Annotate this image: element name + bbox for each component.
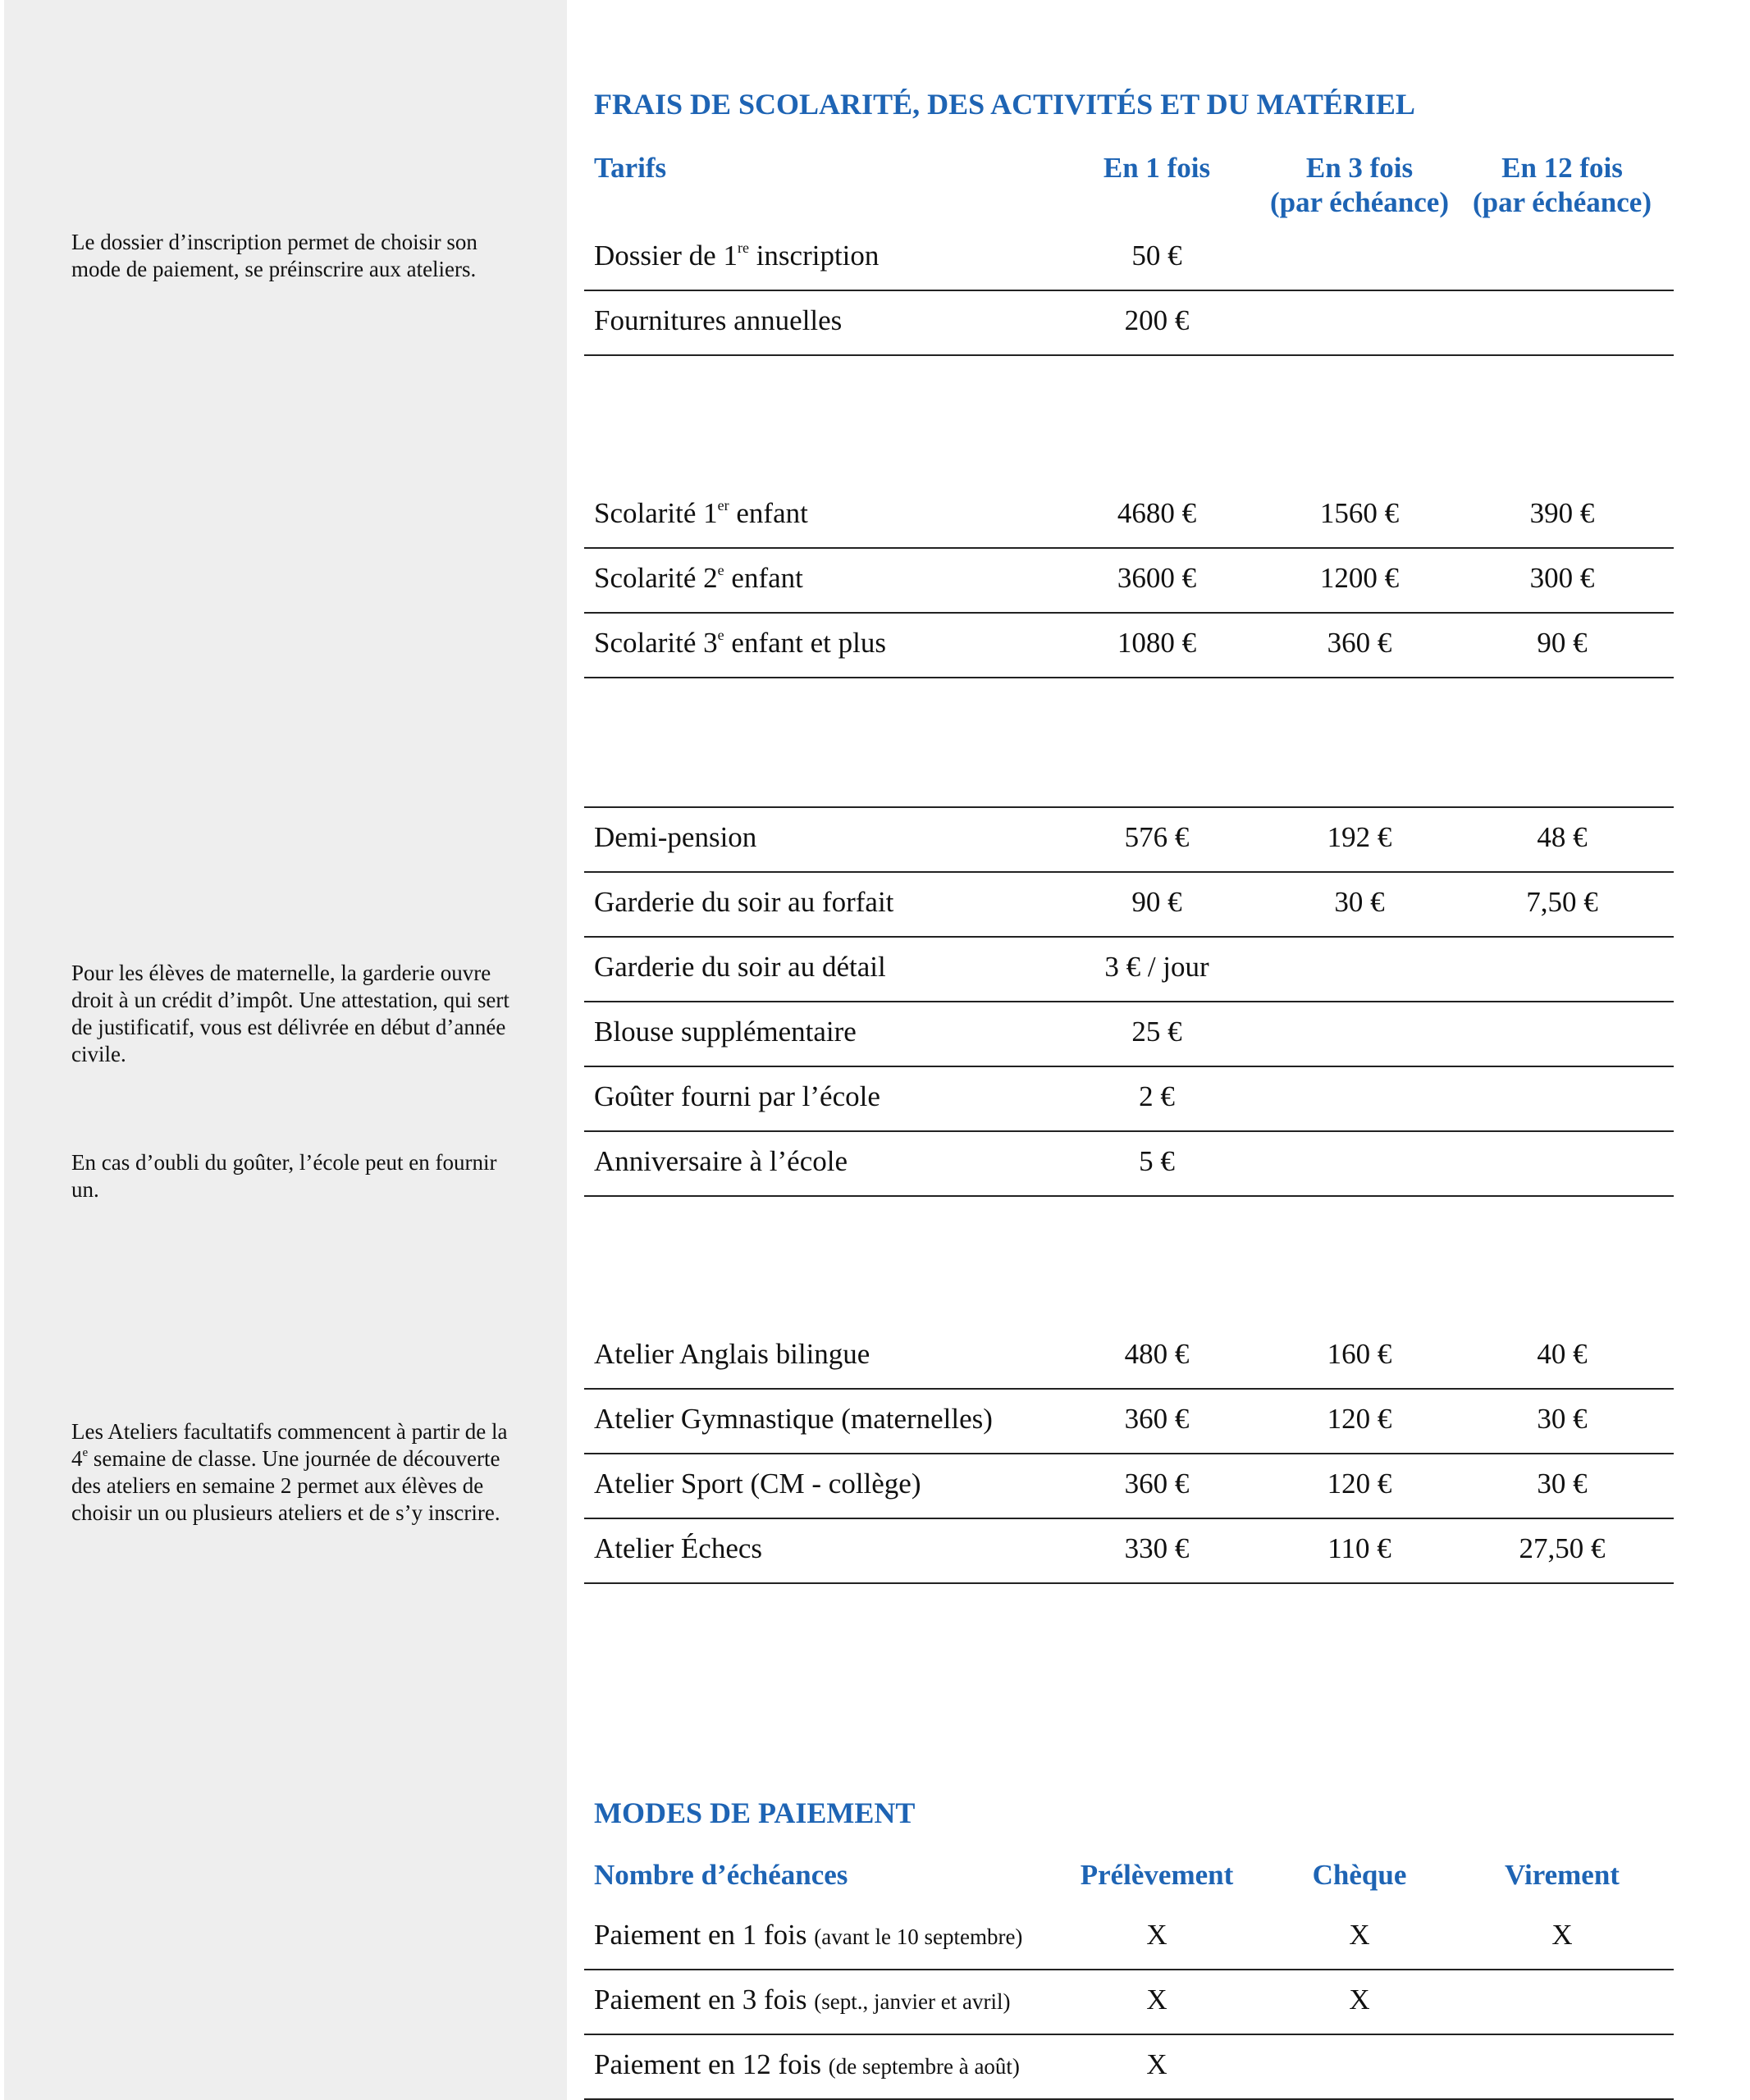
cell-en-1-fois: 3 € / jour	[1104, 951, 1209, 983]
row-label: Atelier Sport (CM - collège)	[594, 1468, 921, 1500]
row-label: Garderie du soir au forfait	[594, 886, 894, 918]
cell-en-1-fois: 2 €	[1139, 1080, 1175, 1112]
table-row-scolarite-3	[584, 614, 1674, 678]
cell-prelevement: X	[1146, 1919, 1167, 1951]
table-row-scolarite-1	[584, 484, 1674, 549]
page-title: FRAIS DE SCOLARITÉ, DES ACTIVITÉS ET DU MATÉRIEL	[594, 88, 1415, 121]
cell-en-1-fois: 90 €	[1131, 886, 1182, 918]
table-row-paiement-12	[584, 2035, 1674, 2100]
cell-en-1-fois: 50 €	[1131, 240, 1182, 272]
tarifs-header-col1: En 1 fois	[1103, 152, 1211, 184]
table-row-scolarite-2	[584, 549, 1674, 614]
row-label: Goûter fourni par l’école	[594, 1080, 880, 1112]
row-label: Scolarité 1er enfant	[594, 497, 808, 529]
cell-en-3-fois: 1560 €	[1319, 497, 1400, 529]
cell-en-12-fois: 300 €	[1529, 562, 1595, 594]
table-row-anniversaire	[584, 1132, 1674, 1197]
row-label: Demi-pension	[594, 821, 757, 853]
paiement-header-cheque: Chèque	[1312, 1859, 1407, 1891]
paiement-title: MODES DE PAIEMENT	[594, 1796, 916, 1829]
cell-prelevement: X	[1146, 2048, 1167, 2080]
table-row-dossier	[584, 226, 1674, 291]
cell-en-1-fois: 480 €	[1124, 1338, 1190, 1370]
cell-en-3-fois: 120 €	[1327, 1468, 1392, 1500]
cell-en-1-fois: 330 €	[1124, 1532, 1190, 1564]
cell-en-1-fois: 200 €	[1124, 304, 1190, 336]
paiement-header-prelevement: Prélèvement	[1080, 1859, 1234, 1891]
row-label: Fournitures annuelles	[594, 304, 843, 336]
row-label: Anniversaire à l’école	[594, 1145, 848, 1177]
table-row-paiement-1	[584, 1906, 1674, 1970]
table-row-atelier-anglais	[584, 1325, 1674, 1390]
cell-en-12-fois: 40 €	[1537, 1338, 1588, 1370]
tarifs-header-col2: En 3 fois (par échéance)	[1269, 152, 1450, 218]
cell-en-12-fois: 90 €	[1537, 627, 1588, 659]
row-label: Atelier Anglais bilingue	[594, 1338, 870, 1370]
cell-en-1-fois: 1080 €	[1117, 627, 1197, 659]
cell-en-1-fois: 5 €	[1139, 1145, 1175, 1177]
paiement-header-virement: Virement	[1505, 1859, 1620, 1891]
cell-virement: X	[1551, 1919, 1573, 1951]
cell-en-12-fois: 390 €	[1529, 497, 1595, 529]
row-label: Atelier Gymnastique (maternelles)	[594, 1403, 993, 1435]
table-row-atelier-gym	[584, 1390, 1674, 1454]
cell-en-1-fois: 360 €	[1124, 1468, 1190, 1500]
cell-en-3-fois: 192 €	[1327, 821, 1392, 853]
row-label: Garderie du soir au détail	[594, 951, 886, 983]
table-row-garderie-detail	[584, 938, 1674, 1002]
cell-en-12-fois: 30 €	[1537, 1403, 1588, 1435]
table-row-demi-pension	[584, 806, 1674, 873]
table-row-blouse	[584, 1002, 1674, 1067]
cell-en-1-fois: 3600 €	[1117, 562, 1197, 594]
cell-en-3-fois: 1200 €	[1319, 562, 1400, 594]
row-label: Paiement en 12 fois (de septembre à août)	[594, 2048, 1020, 2080]
row-label: Paiement en 3 fois (sept., janvier et avril)	[594, 1984, 1011, 2016]
cell-en-3-fois: 110 €	[1327, 1532, 1391, 1564]
cell-en-3-fois: 160 €	[1327, 1338, 1392, 1370]
table-row-atelier-echecs	[584, 1519, 1674, 1584]
cell-cheque: X	[1349, 1984, 1370, 2016]
cell-en-3-fois: 360 €	[1327, 627, 1392, 659]
cell-en-3-fois: 120 €	[1327, 1403, 1392, 1435]
note-ateliers: Les Ateliers facultatifs commencent à partir de la 4e semaine de classe. Une journée de découverte des ateliers en semaine 2 permet aux élèves de choisir un ou plusieurs ateliers et de s’y inscrire.	[71, 1419, 508, 1525]
cell-en-12-fois: 27,50 €	[1519, 1532, 1606, 1564]
note-garderie: Pour les élèves de maternelle, la garderie ouvre droit à un crédit d’impôt. Une attestation, qui sert de justificatif, vous est délivrée en début d’année civile.	[71, 961, 509, 1066]
tarifs-header-label: Tarifs	[594, 152, 667, 184]
table-row-paiement-3	[584, 1970, 1674, 2035]
cell-en-3-fois: 30 €	[1334, 886, 1385, 918]
cell-en-12-fois: 48 €	[1537, 821, 1588, 853]
table-row-gouter	[584, 1067, 1674, 1132]
row-label: Scolarité 2e enfant	[594, 562, 803, 594]
cell-en-1-fois: 4680 €	[1117, 497, 1197, 529]
cell-en-12-fois: 7,50 €	[1526, 886, 1598, 918]
cell-en-1-fois: 360 €	[1124, 1403, 1190, 1435]
cell-en-12-fois: 30 €	[1537, 1468, 1588, 1500]
cell-en-1-fois: 576 €	[1124, 821, 1190, 853]
paiement-header-label: Nombre d’échéances	[594, 1859, 848, 1891]
row-label: Blouse supplémentaire	[594, 1016, 857, 1048]
row-label: Dossier de 1re inscription	[594, 240, 880, 272]
table-row-garderie-forfait	[584, 873, 1674, 938]
note-gouter: En cas d’oubli du goûter, l’école peut en fournir un.	[71, 1150, 497, 1202]
note-dossier: Le dossier d’inscription permet de choisir son mode de paiement, se préinscrire aux ateliers.	[71, 230, 477, 281]
cell-prelevement: X	[1146, 1984, 1167, 2016]
row-label: Atelier Échecs	[594, 1532, 763, 1564]
table-row-atelier-sport	[584, 1454, 1674, 1519]
cell-cheque: X	[1349, 1919, 1370, 1951]
tarifs-header-col3: En 12 fois (par échéance)	[1472, 152, 1652, 218]
row-label: Paiement en 1 fois (avant le 10 septembre)	[594, 1919, 1023, 1951]
cell-en-1-fois: 25 €	[1131, 1016, 1182, 1048]
table-row-fournitures	[584, 291, 1674, 356]
row-label: Scolarité 3e enfant et plus	[594, 627, 886, 659]
